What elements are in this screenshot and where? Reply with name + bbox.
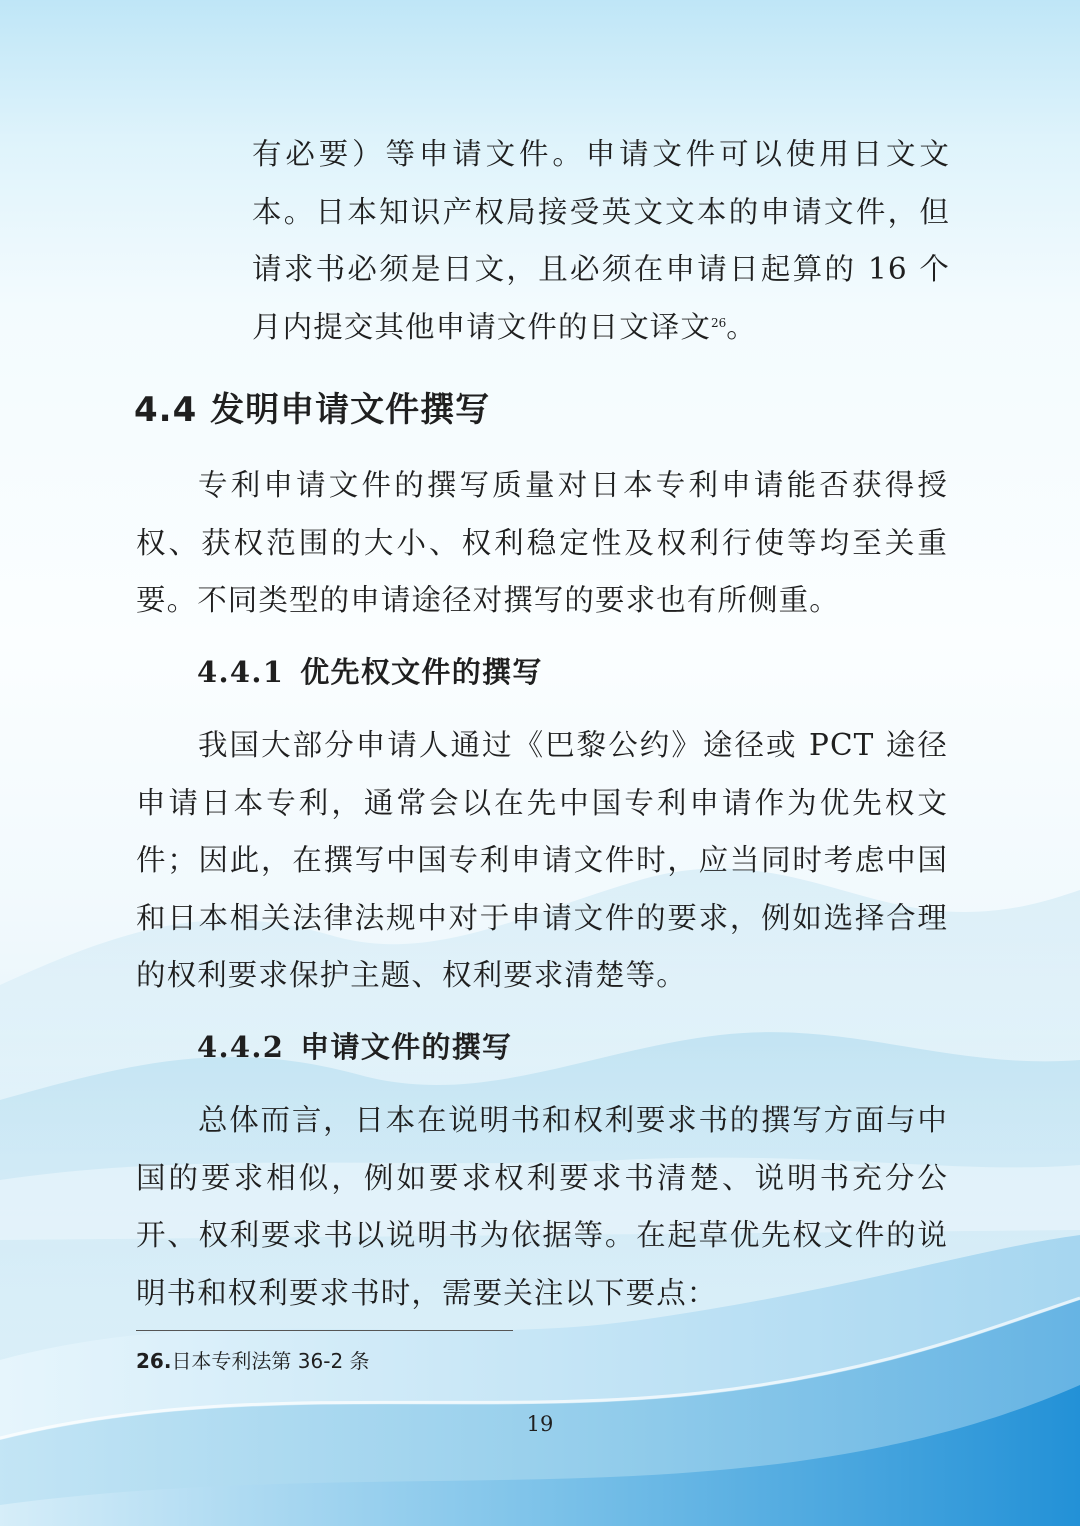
section-paragraph: 专利申请文件的撰写质量对日本专利申请能否获得授权、获权范围的大小、权利稳定性及权利行使等均至关重要。不同类型的申请途径对撰写的要求也有所侧重。 <box>136 468 948 617</box>
subsection-title: 优先权文件的撰写 <box>300 655 543 689</box>
page-number: 19 <box>526 1412 554 1436</box>
footnote-reference: 26 <box>711 315 727 330</box>
footnote-number: 26. <box>136 1349 172 1373</box>
footnote <box>136 1346 370 1376</box>
subsection-heading-4-4-1 <box>197 650 543 694</box>
section-title: 发明申请文件撰写 <box>210 390 491 430</box>
subsection-paragraph-4-4-1: 我国大部分申请人通过《巴黎公约》途径或 PCT 途径申请日本专利，通常会以在先中国专利申请作为优先权文件；因此，在撰写中国专利申请文件时，应当同时考虑中国和日本相关法律法规中对于申请文件的要求，例如选择合理的权利要求保护主题、权利要求清楚等。 <box>136 728 948 992</box>
intro-text: 有必要）等申请文件。申请文件可以使用日文文本。日本知识产权局接受英文文本的申请文件，但请求书必须是日文，且必须在申请日起算的 16 个月内提交其他申请文件的日文译文 <box>252 137 950 344</box>
subsection-number: 4.4.1 <box>197 655 285 689</box>
subsection-title: 申请文件的撰写 <box>300 1030 513 1064</box>
footnote-text: 日本专利法第 36-2 条 <box>171 1349 370 1373</box>
intro-end-punctuation: 。 <box>726 309 757 344</box>
subsection-paragraph-4-4-2: 总体而言，日本在说明书和权利要求书的撰写方面与中国的要求相似，例如要求权利要求书清楚、说明书充分公开、权利要求书以说明书为依据等。在起草优先权文件的说明书和权利要求书时，需要关注以下要点： <box>136 1103 948 1310</box>
section-number: 4.4 <box>134 390 198 430</box>
footnote-separator <box>136 1330 513 1331</box>
subsection-heading-4-4-2 <box>197 1025 512 1069</box>
subsection-number: 4.4.2 <box>197 1030 285 1064</box>
intro-paragraph <box>252 126 950 356</box>
section-heading <box>134 386 490 434</box>
